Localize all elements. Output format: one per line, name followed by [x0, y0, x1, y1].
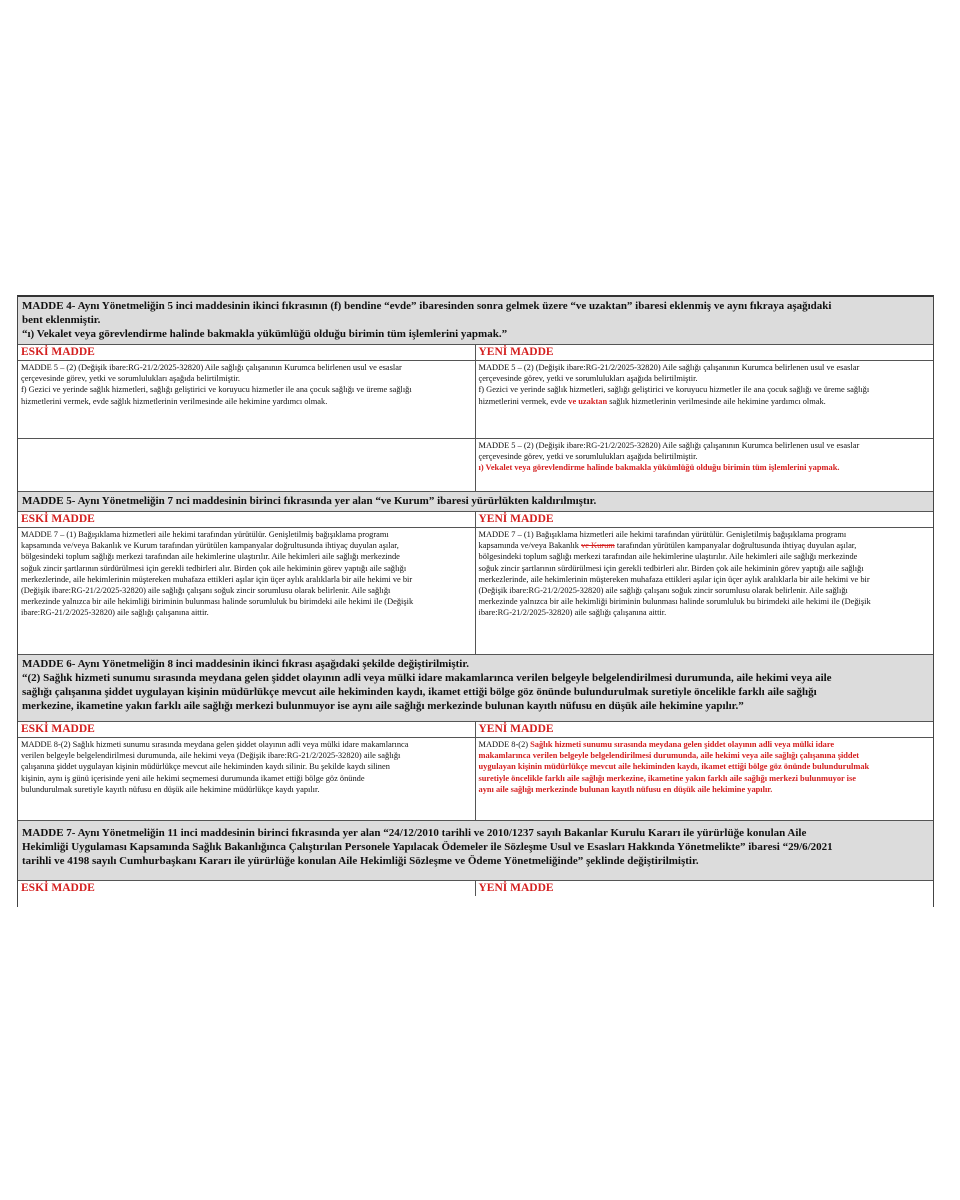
added-text: makamlarınca verilen belgeyle belgelendirilmesi durumunda, aile hekimi veya aile sağlığı çalışanına şiddet [478, 751, 860, 761]
added-text: ve uzaktan [568, 396, 608, 406]
text-line: ibare:RG-21/2/2025-32820) aile sağlığı çalışanına aittir. [478, 608, 667, 618]
header-line: MADDE 7- Aynı Yönetmeliğin 11 inci maddesinin birinci fıkrasında yer alan “24/12/2010 tarihli ve 2010/1237 sayılı Bakanlar Kurulu Kararı ile yürürlüğe konulan Aile [22, 827, 807, 839]
text-line: bölgesindeki toplum sağlığı merkezi tarafından aile hekimlerine ulaştırılır. Aile hekimleri aile sağlığı merkezinde [478, 552, 858, 562]
label-row [18, 881, 933, 896]
text-line: kişinin, aynı iş günü içerisinde yeni aile hekimi seçmemesi durumunda ikamet ettiği bölge göz önünde [21, 773, 365, 783]
yeni-madde-label: YENİ MADDE [478, 346, 554, 358]
eski-madde-text [18, 738, 476, 820]
text-line: soğuk zincir şartlarının sürdürülmesi için gerekli tedbirleri alır. Birden çok aile hekiminin görev yaptığı aile sağlığı [478, 563, 864, 573]
header-line: MADDE 4- Aynı Yönetmeliğin 5 inci maddesinin ikinci fıkrasının (f) bendine “evde” ibaresinden sonra gelmek üzere “ve uzaktan” ibaresi eklenmiş ve aynı fıkraya aşağıdaki [22, 300, 832, 312]
text-line: MADDE 5 – (2) (Değişik ibare:RG-21/2/2025-32820) Aile sağlığı çalışanının Kurumca belirlenen usul ve esaslar [21, 363, 402, 372]
eski-madde-text [18, 361, 476, 438]
removed-text: ve Kurum [581, 541, 615, 551]
label-row [18, 512, 933, 528]
eski-madde-label: ESKİ MADDE [18, 722, 476, 737]
text-segment: sağlık hizmetlerinin verilmesinde aile hekimine yardımcı olmak. [607, 396, 826, 406]
yeni-madde-text [476, 439, 934, 491]
madde-4-header [18, 297, 933, 345]
added-text: ı) Vekalet veya görevlendirme halinde bakmakla yükümlüğü olduğu birimin tüm işlemlerini yapmak. [478, 463, 840, 473]
text-line: soğuk zincir şartlarının sürdürülmesi için gerekli tedbirleri alır. Birden çok aile hekiminin görev yaptığı aile sağlığı [21, 563, 407, 573]
madde-5-header [18, 492, 933, 512]
text-line: (Değişik ibare:RG-21/2/2025-32820) aile sağlığı çalışanı soğuk zincir sorumlusu olarak belirlenir. Aile sağlığı [478, 586, 848, 596]
text-segment: MADDE 8-(2) [478, 740, 531, 749]
content-row [18, 361, 933, 439]
text-line: merkezlerinde, aile hekimlerinin müştereken muhafaza ettikleri aşılar için üçer aylık aralıklarla bir aile hekimi ve bir [478, 574, 870, 584]
header-line: tarihli ve 4198 sayılı Cumhurbaşkanı Kararı ile yürürlüğe konulan Aile Hekimliği Sözleşme ve Ödeme Yönetmeliğinde” şeklinde değiştirilmiştir. [22, 855, 699, 867]
added-text: aynı aile sağlığı merkezinde bulunan kayıtlı nüfusu en düşük aile hekimine yapılır. [478, 784, 773, 794]
added-text: Sağlık hizmeti sunumu sırasında meydana gelen şiddet olayının adli veya mülki idare [530, 740, 835, 749]
text-line: MADDE 8-(2) Sağlık hizmeti sunumu sırasında meydana gelen şiddet olayının adli veya mülki idare makamlarınca [21, 740, 409, 749]
text-line: çerçevesinde görev, yetki ve sorumlulukları aşağıda belirtilmiştir. [478, 374, 698, 384]
text-line: f) Gezici ve yerinde sağlık hizmetleri, sağlığı geliştirici ve koruyucu hizmetler ile ana çocuk sağlığı ve üreme sağlığı [21, 385, 412, 395]
yeni-madde-text [476, 361, 934, 438]
header-line: merkezine, ikametine yakın farklı aile sağlığı merkezi bulunmuyor ise aynı aile sağlığı merkezinde bulunan kayıtlı nüfusu en düşük aile hekimine yapılır.” [22, 700, 744, 712]
text-line: merkezinde yalnızca bir aile hekimliği biriminin bulunması halinde sorumluluk bu birimdeki aile hekimi ile (Değişik [478, 597, 871, 607]
text-line: bölgesindeki toplum sağlığı merkezi tarafından aile hekimlerine ulaştırılır. Aile hekimleri aile sağlığı merkezinde [21, 552, 400, 562]
text-line: verilen belgeyle belgelendirilmesi durumunda, aile hekimi veya (Değişik ibare:RG-21/2/2025-32820) aile sağlığı [21, 751, 401, 761]
header-line: “(2) Sağlık hizmeti sunumu sırasında meydana gelen şiddet olayının adli veya mülki idare makamlarınca verilen belgeyle belgelendirilmesi durumunda, aile hekimi veya aile [22, 672, 832, 684]
text-line: MADDE 5 – (2) (Değişik ibare:RG-21/2/2025-32820) Aile sağlığı çalışanının Kurumca belirlenen usul ve esaslar [478, 363, 860, 372]
content-row [18, 528, 933, 655]
text-line: MADDE 7 – (1) Bağışıklama hizmetleri aile hekimi tarafından yürütülür. Genişletilmiş bağışıklama programı [21, 530, 389, 539]
yeni-madde-text [476, 738, 934, 820]
empty-cell [18, 439, 476, 491]
document-table [17, 295, 934, 907]
text-line: f) Gezici ve yerinde sağlık hizmetleri, sağlığı geliştirici ve koruyucu hizmetler ile ana çocuk sağlığı ve üreme sağlığı [478, 385, 870, 395]
text-line: MADDE 5 – (2) (Değişik ibare:RG-21/2/2025-32820) Aile sağlığı çalışanının Kurumca belirlenen usul ve esaslar [478, 441, 860, 450]
header-line: bent eklenmiştir. [22, 314, 101, 326]
madde-7-header [18, 821, 933, 881]
header-line: Hekimliği Uygulaması Kapsamında Sağlık Bakanlığınca Çalıştırılan Personele Yapılacak Ödemeler ile Sözleşme Usul ve Esasları Hakkında Yönetmelikte” ibaresi “29/6/2021 [22, 841, 833, 853]
eski-madde-label: ESKİ MADDE [18, 512, 476, 527]
text-line [479, 739, 931, 750]
header-line: MADDE 5- Aynı Yönetmeliğin 7 nci maddesinin birinci fıkrasında yer alan “ve Kurum” ibaresi yürürlükten kaldırılmıştır. [22, 495, 597, 507]
content-row [18, 738, 933, 821]
eski-madde-label: ESKİ MADDE [18, 345, 476, 360]
text-segment: kapsamında ve/veya Bakanlık [478, 541, 582, 551]
label-row [18, 722, 933, 738]
text-line: çalışanına şiddet uygulayan kişinin müdürlükçe mevcut aile hekiminden kaydı silinir. Bu şekilde kaydı silinen [21, 762, 390, 772]
text-line: çerçevesinde görev, yetki ve sorumlulukları aşağıda belirtilmiştir. [478, 452, 698, 462]
text-segment: tarafından yürütülen kampanyalar doğrultusunda ihtiyaç duyulan aşılar, [614, 541, 857, 551]
text-line: çerçevesinde görev, yetki ve sorumlulukları aşağıda belirtilmiştir. [21, 374, 240, 384]
header-line: MADDE 6- Aynı Yönetmeliğin 8 inci maddesinin ikinci fıkrası aşağıdaki şekilde değiştirilmiştir. [22, 658, 469, 670]
text-segment: hizmetlerini vermek, evde [478, 396, 569, 406]
content-row [18, 439, 933, 492]
text-line: MADDE 7 – (1) Bağışıklama hizmetleri aile hekimi tarafından yürütülür. Genişletilmiş bağışıklama programı [478, 530, 847, 539]
yeni-madde-label: YENİ MADDE [478, 723, 554, 735]
text-line: hizmetlerini vermek, evde sağlık hizmetlerinin verilmesinde aile hekimine yardımcı olmak. [21, 396, 328, 406]
text-line: merkezlerinde, aile hekimlerinin müştereken muhafaza ettikleri aşılar için üçer aylık aralıklarla bir aile hekimi ve bir [21, 574, 413, 584]
text-line: merkezinde yalnızca bir aile hekimliği biriminin bulunması halinde sorumluluk bu birimdeki aile hekimi ile (Değişik [21, 597, 414, 607]
header-line: “ı) Vekalet veya görevlendirme halinde bakmakla yükümlüğü olduğu birimin tüm işlemlerini yapmak.” [22, 328, 508, 340]
eski-madde-text [18, 528, 476, 654]
eski-madde-label: ESKİ MADDE [18, 881, 476, 896]
text-line: (Değişik ibare:RG-21/2/2025-32820) aile sağlığı çalışanı soğuk zincir sorumlusu olarak belirlenir. Aile sağlığı [21, 586, 391, 596]
yeni-madde-label: YENİ MADDE [478, 513, 554, 525]
text-line: kapsamında ve/veya Bakanlık ve Kurum tarafından yürütülen kampanyalar doğrultusunda ihtiyaç duyulan aşılar, [21, 541, 399, 551]
yeni-madde-text [476, 528, 934, 654]
text-line: ibare:RG-21/2/2025-32820) aile sağlığı çalışanına aittir. [21, 608, 209, 618]
text-line [479, 540, 931, 551]
label-row [18, 345, 933, 361]
header-line: sağlığı çalışanına şiddet uygulayan kişinin müdürlükçe mevcut aile hekiminden kaydı, ikamet ettiği bölge göz önünde bulundurulmak suretiyle öncelikle farklı aile sağlığı [22, 686, 817, 698]
madde-6-header [18, 655, 933, 722]
added-text: suretiyle öncelikle farklı aile sağlığı merkezine, ikametine yakın farklı aile sağlığı merkezi bulunmuyor ise [478, 773, 856, 783]
yeni-madde-label: YENİ MADDE [478, 882, 554, 894]
text-line [479, 396, 931, 407]
text-line: bulundurulmak suretiyle kayıtlı nüfusu en düşük aile hekimine müdürlükçe kaydı yapılır. [21, 784, 320, 794]
added-text: uygulayan kişinin müdürlükçe mevcut aile hekiminden kaydı, ikamet ettiği bölge göz önünde bulundurulmak [478, 762, 870, 772]
